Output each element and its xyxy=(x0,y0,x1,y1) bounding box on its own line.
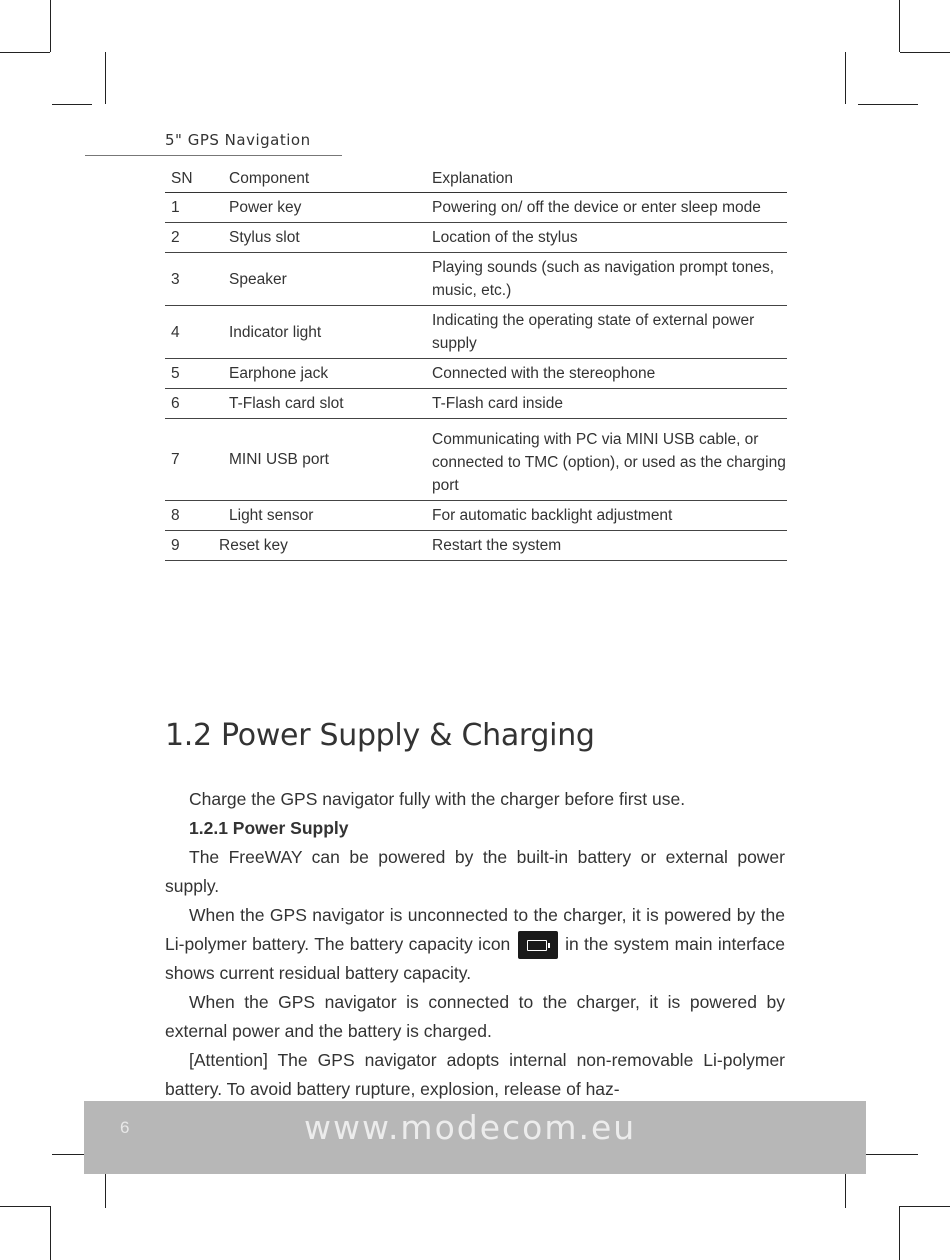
footer-url: www.modecom.eu xyxy=(304,1108,637,1147)
page-number: 6 xyxy=(120,1118,130,1137)
crop-mark xyxy=(845,52,846,104)
crop-mark xyxy=(899,1206,900,1260)
row-explanation: Powering on/ off the device or enter sleep mode xyxy=(432,193,787,223)
crop-mark xyxy=(50,0,51,52)
paragraph-text: When the GPS navigator is unconnected to the charger, it is powered by the Li-polymer battery. The battery capacity icon xyxy=(165,905,785,954)
row-component: Light sensor xyxy=(229,501,432,531)
row-sn: 6 xyxy=(165,389,229,419)
crop-mark xyxy=(899,0,900,52)
row-sn: 7 xyxy=(165,419,229,501)
crop-mark xyxy=(858,1154,918,1155)
table-row xyxy=(165,359,787,389)
row-sn: 2 xyxy=(165,223,229,253)
table-header-row xyxy=(165,166,787,193)
crop-mark xyxy=(105,52,106,104)
row-component: Speaker xyxy=(229,253,432,306)
row-sn: 1 xyxy=(165,193,229,223)
row-component: MINI USB port xyxy=(229,419,432,501)
crop-mark xyxy=(0,52,50,53)
crop-mark xyxy=(858,104,918,105)
row-explanation: Restart the system xyxy=(432,531,787,561)
paragraph xyxy=(165,901,785,988)
column-header-explanation: Explanation xyxy=(432,166,787,193)
subsection-heading: 1.2.1 Power Supply xyxy=(189,818,349,838)
row-component-cell xyxy=(219,531,432,561)
paragraph: When the GPS navigator is connected to the charger, it is powered by external power and the battery is charged. xyxy=(165,992,785,1042)
table-row xyxy=(165,253,787,306)
components-table xyxy=(165,166,787,561)
row-sn: 3 xyxy=(165,253,229,306)
row-explanation: Playing sounds (such as navigation prompt tones, music, etc.) xyxy=(432,253,787,306)
paragraph-text: in the system main interface shows current residual battery capacity. xyxy=(165,934,785,984)
row-component: Power key xyxy=(229,193,432,223)
row-explanation: Location of the stylus xyxy=(432,223,787,253)
battery-icon xyxy=(518,931,558,959)
row-sn: 9 xyxy=(165,531,229,561)
row-component: Stylus slot xyxy=(229,223,432,253)
intro-paragraph: Charge the GPS navigator fully with the charger before first use. xyxy=(189,789,686,809)
section-body xyxy=(165,785,785,1104)
row-explanation: Communicating with PC via MINI USB cable, or connected to TMC (option), or used as the charging port xyxy=(432,419,787,501)
row-sn: 4 xyxy=(165,306,229,359)
row-sn: 5 xyxy=(165,359,229,389)
row-explanation: T-Flash card inside xyxy=(432,389,787,419)
crop-mark xyxy=(900,1206,950,1207)
header-rule xyxy=(85,155,342,156)
row-component: T-Flash card slot xyxy=(229,389,432,419)
row-explanation: Connected with the stereophone xyxy=(432,359,787,389)
crop-mark xyxy=(52,104,92,105)
running-header: 5" GPS Navigation xyxy=(165,131,311,149)
crop-mark xyxy=(50,1206,51,1260)
table-row xyxy=(165,193,787,223)
table-row xyxy=(165,531,787,561)
row-explanation: For automatic backlight adjustment xyxy=(432,501,787,531)
table-row xyxy=(165,389,787,419)
column-header-sn: SN xyxy=(165,166,229,193)
crop-mark xyxy=(900,52,950,53)
paragraph: [Attention] The GPS navigator adopts internal non-removable Li-polymer battery. To avoid battery rupture, explosion, release of haz- xyxy=(165,1050,785,1100)
row-sn: 8 xyxy=(165,501,229,531)
section-title: 1.2 Power Supply & Charging xyxy=(165,718,595,753)
row-component: Earphone jack xyxy=(229,359,432,389)
crop-mark xyxy=(0,1206,50,1207)
table-row xyxy=(165,223,787,253)
paragraph: The FreeWAY can be powered by the built-in battery or external power supply. xyxy=(165,847,785,896)
table-row xyxy=(165,306,787,359)
table-row xyxy=(165,501,787,531)
row-component: Indicator light xyxy=(229,306,432,359)
column-header-component: Component xyxy=(229,166,432,193)
row-explanation: Indicating the operating state of external power supply xyxy=(432,306,787,359)
row-component: Reset key xyxy=(219,537,288,554)
table-row xyxy=(165,419,787,501)
